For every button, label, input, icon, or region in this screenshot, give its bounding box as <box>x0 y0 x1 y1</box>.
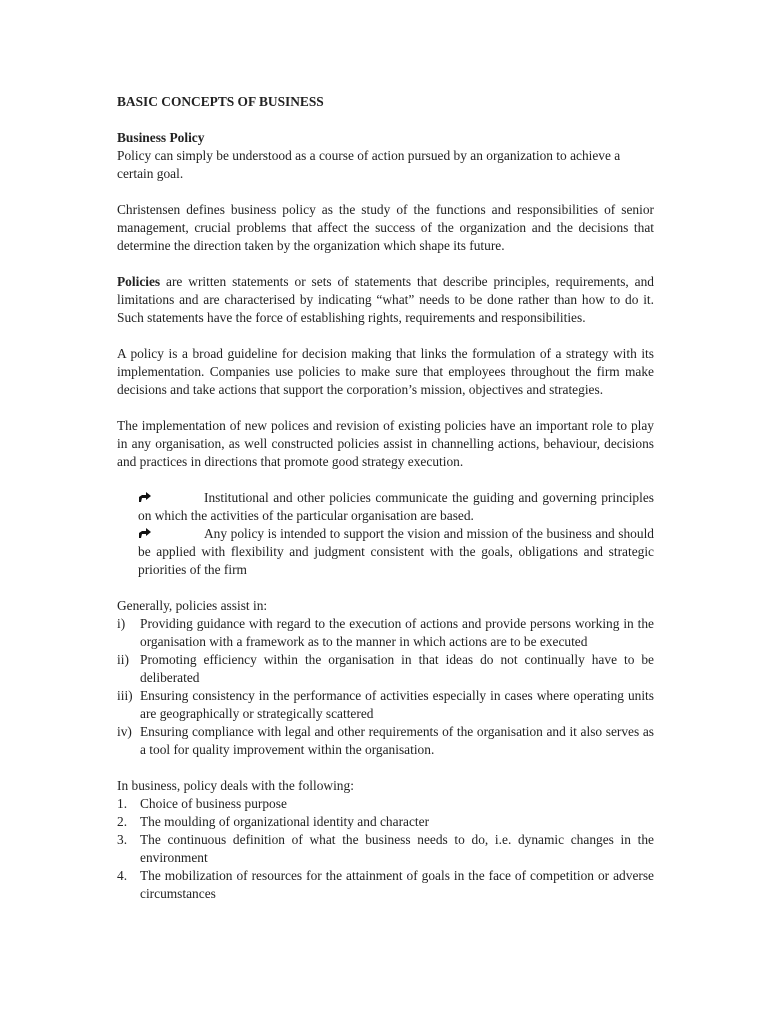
list-item <box>117 831 654 867</box>
list-text: Providing guidance with regard to the execution of actions and provide persons working in the organisation with a framework as to the manner in which actions are to be executed <box>140 616 654 649</box>
list-text: Promoting efficiency within the organisation in that ideas do not continually have to be deliberated <box>140 652 654 685</box>
list-text: Ensuring consistency in the performance of activities especially in cases where operating units are geographically or strategically scattered <box>140 688 654 721</box>
bullet-item <box>138 489 654 525</box>
document-title: BASIC CONCEPTS OF BUSINESS <box>117 94 324 109</box>
list-number: i) <box>117 616 126 631</box>
list-text: Ensuring compliance with legal and other requirements of the organisation and it also serves as a tool for quality improvement within the organisation. <box>140 724 654 757</box>
list-text: The moulding of organizational identity and character <box>140 814 430 829</box>
list-number: 3. <box>117 832 128 847</box>
list-text: Choice of business purpose <box>140 796 287 811</box>
bullet-text: Institutional and other policies communicate the guiding and governing principles on which the activities of the particular organisation are based. <box>138 490 654 523</box>
list-number: 2. <box>117 814 128 829</box>
list-number: iv) <box>117 724 132 739</box>
list-item <box>117 687 654 723</box>
document-body <box>117 93 654 921</box>
broad-guideline-paragraph: A policy is a broad guideline for decision making that links the formulation of a strategy with its implementation. Companies use policies to make sure that employees throughout the firm make decisions and take actions that support the corporation’s mission, objectives and strategies. <box>117 346 654 397</box>
list-item <box>117 813 654 831</box>
policies-term: Policies <box>117 274 161 289</box>
policies-paragraph <box>117 273 654 327</box>
christensen-paragraph: Christensen defines business policy as the study of the functions and responsibilities of senior management, crucial problems that affect the success of the organization and the decisions that determine the direction taken by the organization which shape its future. <box>117 202 654 253</box>
list-number: 1. <box>117 796 128 811</box>
assist-list <box>117 615 654 759</box>
list-number: 4. <box>117 868 128 883</box>
list-item <box>117 795 654 813</box>
list-item <box>117 723 654 759</box>
pointing-hand-icon <box>138 527 152 539</box>
policy-definition-paragraph: Policy can simply be understood as a course of action pursued by an organization to achieve a certain goal. <box>117 148 621 181</box>
list-text: The continuous definition of what the business needs to do, i.e. dynamic changes in the environment <box>140 832 654 865</box>
policies-text: are written statements or sets of statements that describe principles, requirements, and limitations and are characterised by indicating “what” needs to be done rather than how to do it. Such statements have the force of establishing rights, requirements and responsibilities. <box>117 274 654 325</box>
list-item <box>117 867 654 903</box>
deals-list <box>117 795 654 903</box>
list-item <box>117 651 654 687</box>
implementation-paragraph: The implementation of new polices and revision of existing policies have an important role to play in any organisation, as well constructed policies assist in channelling actions, behaviour, decisions and practices in directions that promote good strategy execution. <box>117 418 654 469</box>
list-number: iii) <box>117 688 133 703</box>
bullet-item <box>138 525 654 579</box>
assist-intro: Generally, policies assist in: <box>117 598 268 613</box>
bullet-text: Any policy is intended to support the vision and mission of the business and should be applied with flexibility and judgment consistent with the goals, obligations and strategic priorities of the firm <box>138 526 654 577</box>
bullet-list <box>138 489 654 579</box>
list-text: The mobilization of resources for the attainment of goals in the face of competition or adverse circumstances <box>140 868 654 901</box>
pointing-hand-icon <box>138 491 152 503</box>
deals-intro: In business, policy deals with the following: <box>117 778 354 793</box>
list-number: ii) <box>117 652 129 667</box>
section-heading: Business Policy <box>117 130 205 145</box>
list-item <box>117 615 654 651</box>
